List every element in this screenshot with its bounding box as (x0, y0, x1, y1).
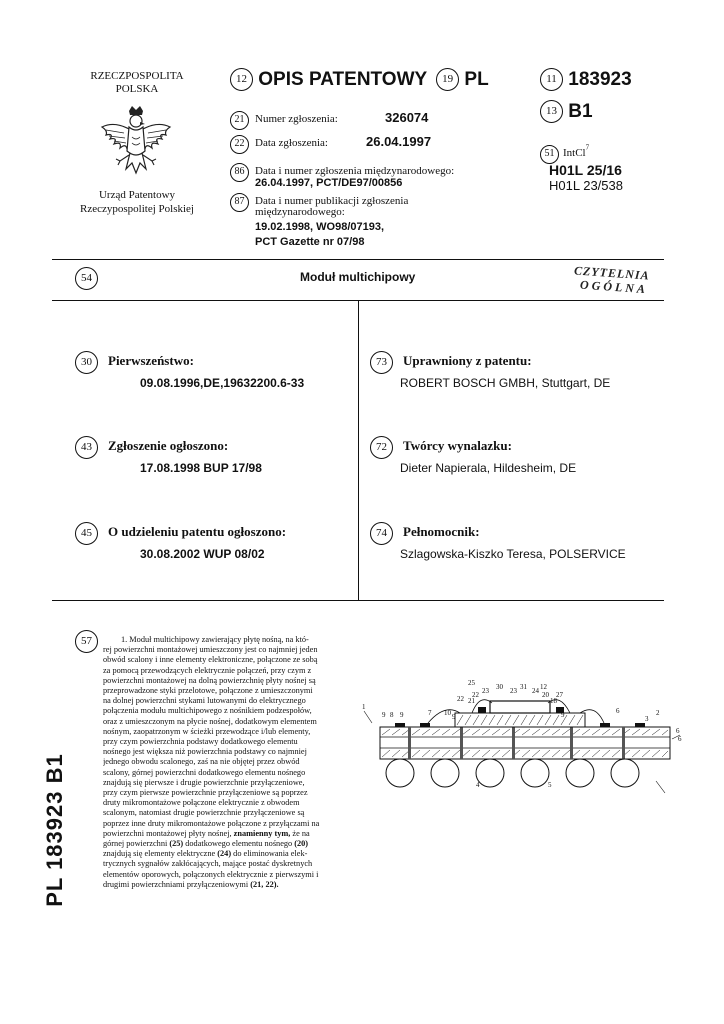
pub-value-1: 19.02.1998, WO98/07193, (255, 221, 385, 233)
abstract-line: obwód scalony i inne elementy elektroniczne, połączone ze sobą (103, 655, 318, 665)
field-grant-published-value: 30.08.2002 WUP 08/02 (140, 547, 265, 561)
abstract-text (103, 635, 355, 890)
abstract-line: nośnym, zaopatrzonym w ścieżki przewodzące i/lub elementy, (103, 726, 311, 736)
abstract-line: za pomocą przewodzących elektrycznie połączeń, przy czym z (103, 665, 312, 675)
figure-label: 30 (496, 683, 503, 691)
field-priority-value: 09.08.1996,DE,19632200.6-33 (140, 376, 305, 390)
field-attorney (370, 522, 670, 561)
figure-label: 22 (457, 695, 464, 703)
pub-label-2: międzynarodowego: (255, 206, 345, 218)
figure-label: 6 (678, 735, 682, 743)
abstract-line: powierzchni montażowej na dolną powierzchnię płyty nośnej są (103, 675, 316, 685)
figure-label: 3 (645, 715, 649, 723)
country-line-2: POLSKA (115, 83, 159, 95)
ipc-label: IntCl (563, 147, 586, 159)
fields-divider (358, 300, 359, 600)
abstract-line: przeprowadzone styki przelotowe, połączone z umieszczonymi (103, 686, 313, 696)
field-proprietor-value: ROBERT BOSCH GMBH, Stuttgart, DE (400, 376, 611, 390)
ipc-row (540, 143, 589, 164)
doc-type-row (230, 68, 489, 91)
ipc-sup: 7 (585, 143, 590, 152)
field-app-published-code: 43 (75, 436, 98, 459)
pub-value-2: PCT Gazette nr 07/98 (255, 236, 365, 248)
figure-label: 9 (382, 711, 386, 719)
stamp-line-2: OGÓLNA (579, 277, 649, 297)
abstract-line: przy czym powierzchnia podstawy dodatkowego elementu (103, 737, 298, 747)
eagle-emblem-icon (96, 103, 176, 181)
app-no-code: 21 (230, 111, 249, 130)
figure-label: 4 (476, 781, 480, 789)
abstract-line: trycznych sygnałów zakłócających, mające postać dyskretnych (103, 859, 313, 869)
pub-label-1: Data i numer publikacji zgłoszenia (255, 195, 409, 207)
patent-office (52, 188, 222, 216)
abstract-code: 57 (75, 630, 98, 653)
field-attorney-value: Szlagowska-Kiszko Teresa, POLSERVICE (400, 547, 626, 561)
field-app-published-value: 17.08.1998 BUP 17/98 (140, 461, 262, 475)
abstract-line: scalony, górnej powierzchni dodatkowego elementu nośnego (103, 767, 306, 777)
stamp-line-1: CZYTELNIA (573, 263, 651, 283)
field-inventors (370, 436, 670, 475)
figure-label: 8 (390, 711, 394, 719)
pub-code: 87 (230, 193, 249, 212)
office-line-1: Urząd Patentowy (98, 189, 176, 201)
abstract-line: 1. Moduł multichipowy zawierający płytę nośną, na któ- (121, 635, 309, 644)
field-proprietor-label: Uprawniony z patentu: (403, 353, 532, 368)
library-stamp (573, 263, 651, 297)
side-patent-code: PL 183923 B1 (42, 753, 67, 907)
doc-type-code: 12 (230, 68, 253, 91)
abstract-line: scalonym, natomiast drugie powierzchnie przyłączeniowe są (103, 808, 305, 818)
figure-label: 23 (482, 687, 489, 695)
field-proprietor-code: 73 (370, 351, 393, 374)
figure-label: 20 (542, 691, 549, 699)
country-code: PL (464, 69, 489, 90)
app-no-label: Numer zgłoszenia: (255, 113, 338, 125)
abstract-line: znajdują się pierwsze i drugie powierzchnie przyłączeniowe, (103, 777, 305, 787)
app-date-row (230, 133, 328, 154)
field-proprietor (370, 351, 670, 390)
app-date-label: Data zgłoszenia: (255, 137, 328, 149)
abstract-line: druty mikromontażowe połączone elektrycznie z obwodem (103, 798, 300, 808)
abstract-line: przy czym pierwsze powierzchnie przyłączeniowe są poprzez (103, 788, 308, 798)
field-attorney-label: Pełnomocnik: (403, 524, 480, 539)
kind-code: B1 (568, 101, 593, 122)
figure-drawing (360, 675, 685, 810)
field-inventors-label: Twórcy wynalazku: (403, 438, 512, 453)
abstract-rule (52, 600, 664, 601)
figure-label: 31 (520, 683, 527, 691)
abstract-line: jednego obwodu scalonego, zaś na nie objętej przez obwód (103, 757, 300, 767)
abstract-line: na dolnej powierzchni stykami lutowanymi do elektrycznego (103, 696, 306, 706)
intl-label: Data i numer zgłoszenia międzynarodowego: (255, 165, 455, 177)
abstract-line: oraz z umieszczonym na płycie nośnej, dodatkowym elementem (103, 716, 317, 726)
abstract-line: nośnego jest większa niż powierzchnia podstawy co najmniej (103, 747, 307, 757)
abstract-line: powierzchni montażowej płyty nośnej, znamienny tym, że na (103, 828, 310, 838)
figure-label: 5 (548, 781, 552, 789)
kind-code-num: 13 (540, 100, 563, 123)
country-line-1: RZECZPOSPOLITA (90, 70, 184, 82)
field-priority-label: Pierwszeństwo: (108, 353, 194, 368)
figure-label: 18 (550, 697, 557, 705)
abstract-line: drugimi powierzchniami przyłączeniowymi (21, 22). (103, 879, 279, 889)
field-priority (75, 351, 355, 390)
figure-label: 1 (362, 703, 366, 711)
abstract-line: połączenia modułu multichipowego z nośnikiem podzespołów, (103, 706, 312, 716)
abstract-line: elementów oporowych, połączonych elektrycznie z pierwszymi i (103, 869, 319, 879)
figure-label: 24 (532, 687, 539, 695)
ipc-main: H01L 25/16 (549, 162, 622, 178)
figure-label: 27 (556, 691, 563, 699)
app-date-code: 22 (230, 135, 249, 154)
title: Moduł multichipowy (300, 270, 416, 284)
patent-no-row (540, 68, 632, 91)
figure-label: 9 (400, 711, 404, 719)
office-line-2: Rzeczypospolitej Polskiej (80, 203, 194, 215)
abstract-line: górnej powierzchni (25) dodatkowego elementu nośnego (20) (103, 839, 309, 849)
figure-label: 7 (428, 709, 432, 717)
field-grant-published (75, 522, 355, 561)
field-app-published-label: Zgłoszenie ogłoszono: (108, 438, 229, 453)
field-grant-published-label: O udzieleniu patentu ogłoszono: (108, 524, 287, 539)
field-priority-code: 30 (75, 351, 98, 374)
title-code: 54 (75, 267, 98, 290)
figure-label: 12 (540, 683, 547, 691)
figure-label: 9 (561, 711, 565, 719)
kind-row (540, 100, 593, 123)
figure (360, 675, 685, 810)
field-attorney-code: 74 (370, 522, 393, 545)
figure-label: 21 (468, 697, 475, 705)
abstract-line: znajdują się elementy elektryczne (24) do eliminowania elek- (103, 849, 308, 859)
ipc-code: 51 (540, 145, 559, 164)
figure-label: 22 (472, 691, 479, 699)
figure-label: 25 (468, 679, 475, 687)
app-date: 26.04.1997 (366, 134, 432, 149)
figure-label: 10 (444, 709, 451, 717)
intl-code: 86 (230, 163, 249, 182)
patent-no: 183923 (568, 69, 632, 90)
abstract-line: rej powierzchni montażowej umieszczony jest co najmniej jeden (103, 645, 318, 655)
intl-value: 26.04.1997, PCT/DE97/00856 (255, 177, 403, 189)
figure-label: 9 (452, 713, 456, 721)
country-code-num: 19 (436, 68, 459, 91)
patent-no-code: 11 (540, 68, 563, 91)
app-no: 326074 (385, 110, 429, 125)
figure-label: 6 (616, 707, 620, 715)
doc-type: OPIS PATENTOWY (258, 69, 427, 90)
country-name (72, 70, 202, 96)
abstract-line: poprzez inne druty mikromontażowe połączone z przyłączami na (103, 818, 320, 828)
abstract-code-wrap (75, 630, 98, 653)
title-code-wrap (75, 267, 98, 290)
figure-label: 23 (510, 687, 517, 695)
field-inventors-code: 72 (370, 436, 393, 459)
ipc-second: H01L 23/538 (549, 178, 623, 193)
app-no-row (230, 109, 338, 130)
header-rule (52, 259, 664, 260)
figure-label: 6 (676, 727, 680, 735)
field-grant-published-code: 45 (75, 522, 98, 545)
field-app-published (75, 436, 355, 475)
figure-label: 2 (656, 709, 660, 717)
field-inventors-value: Dieter Napierala, Hildesheim, DE (400, 461, 577, 475)
